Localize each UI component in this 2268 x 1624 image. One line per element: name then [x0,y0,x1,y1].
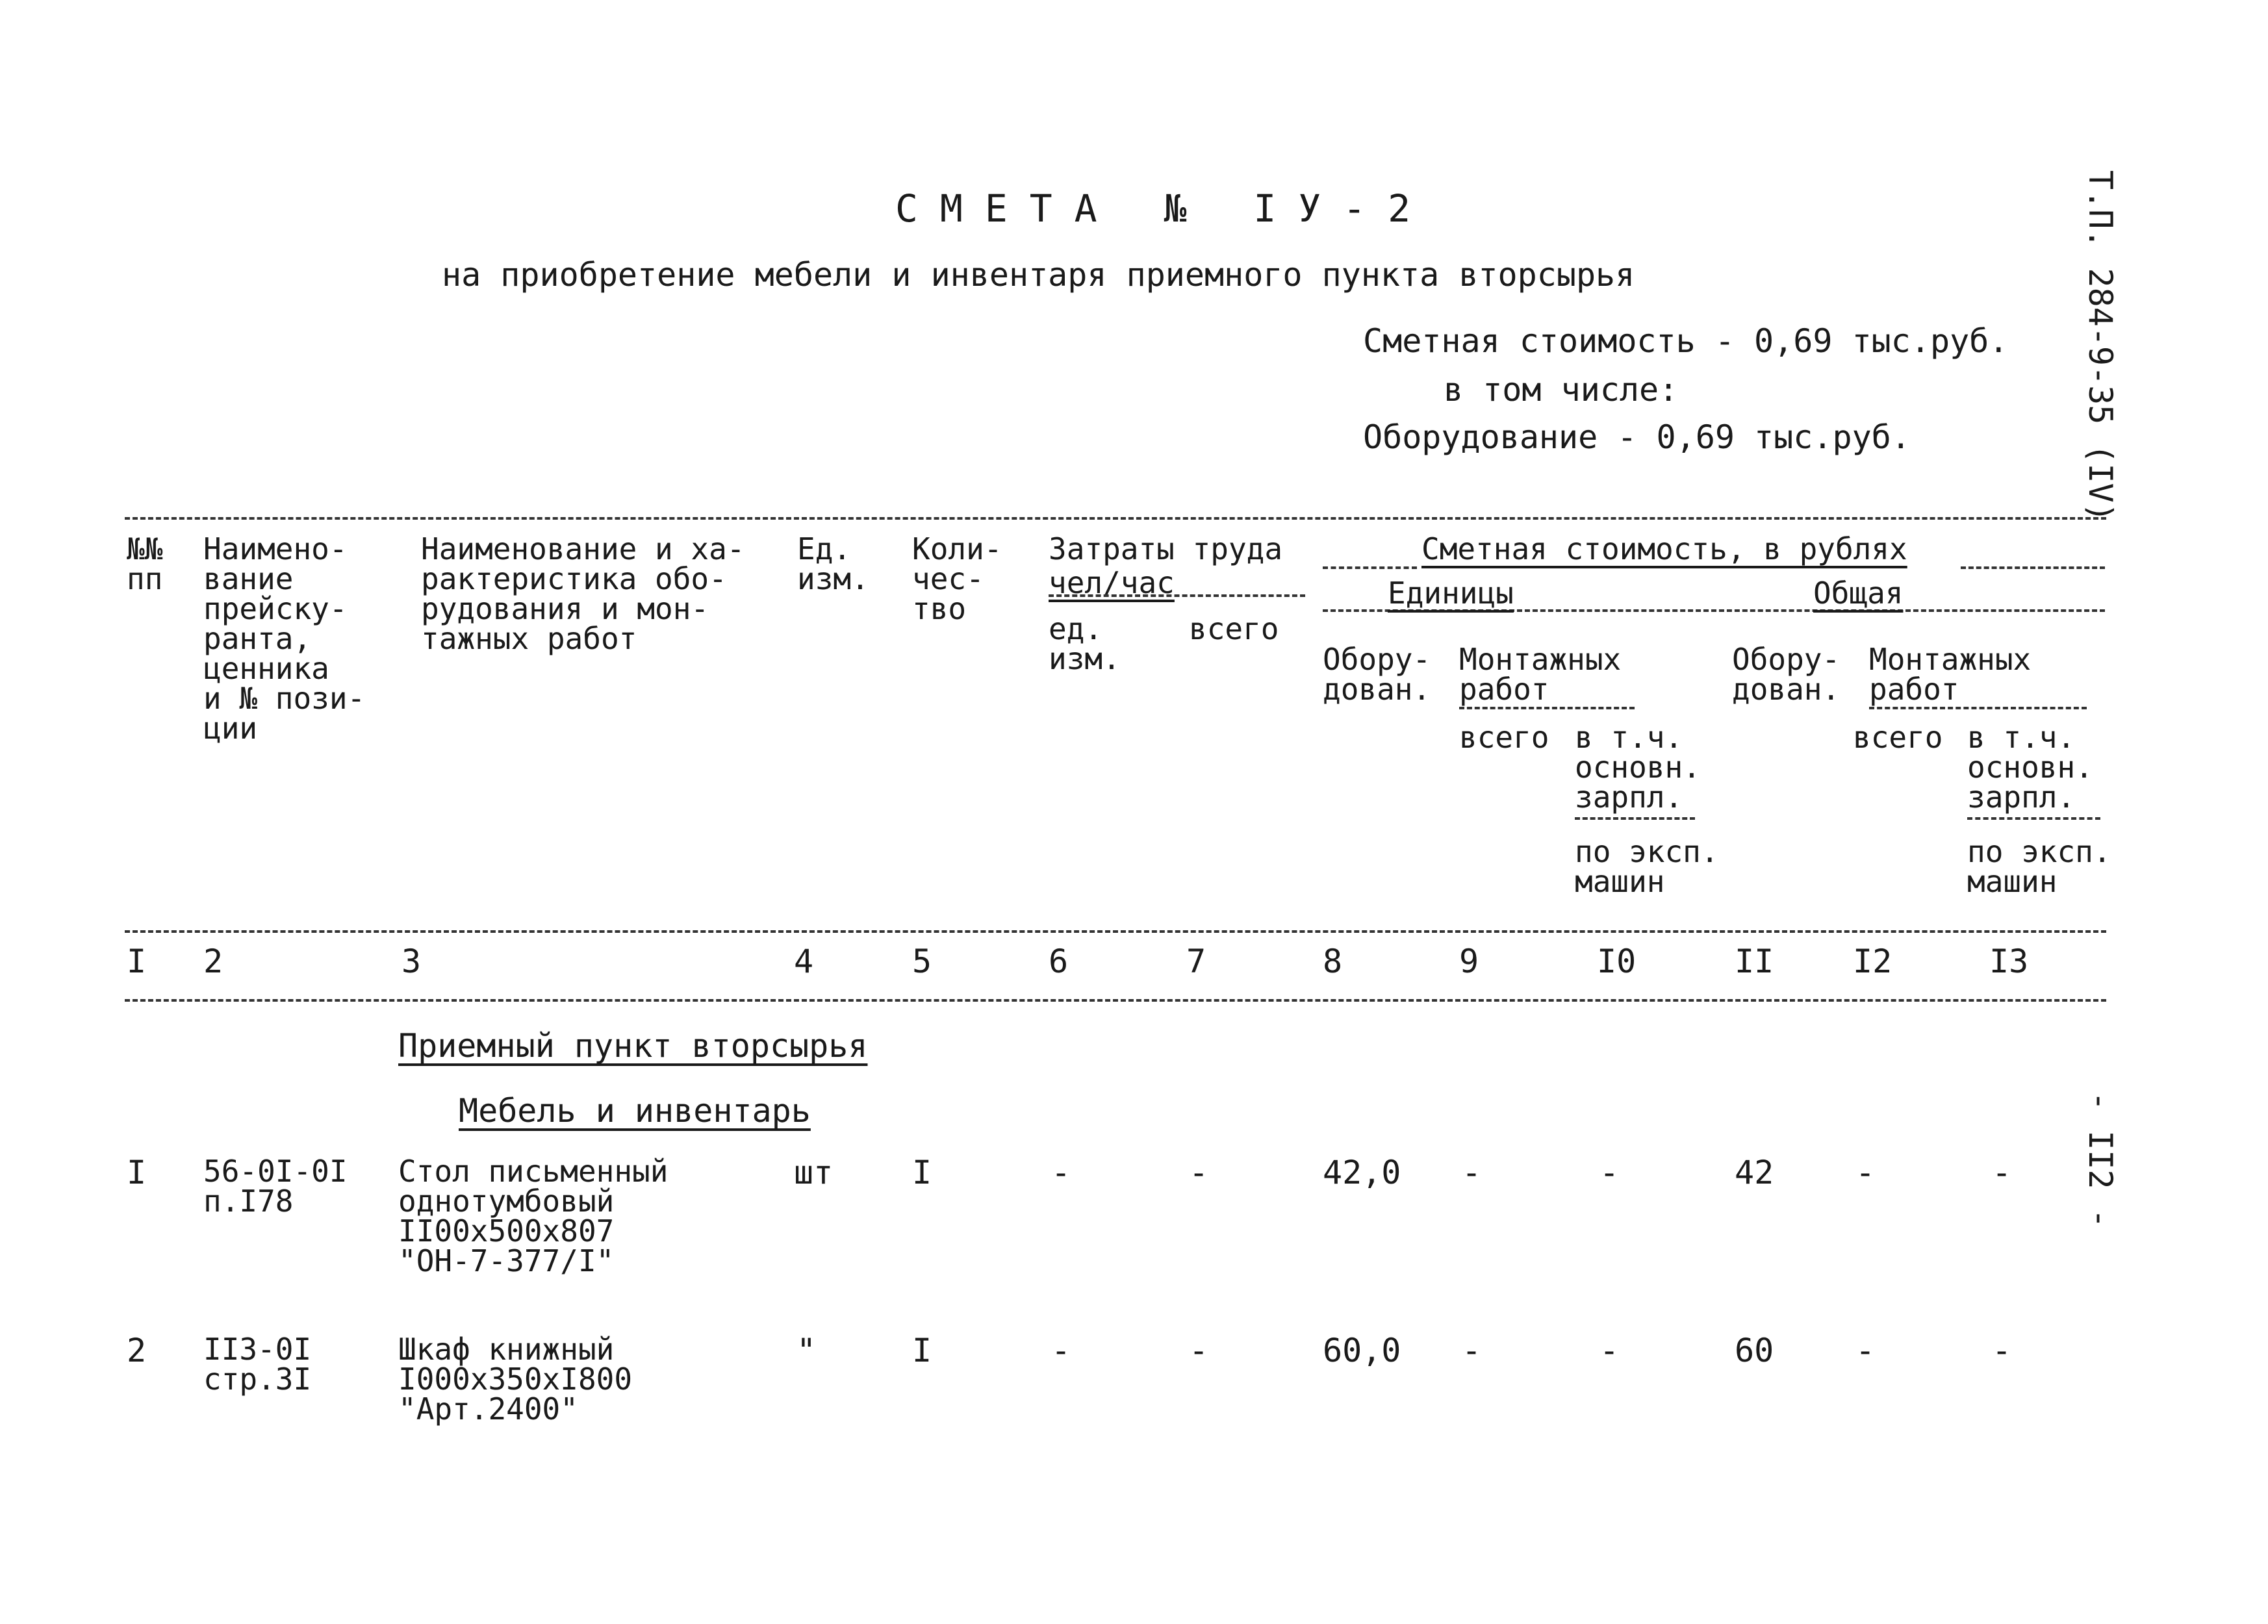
col-number-12: I2 [1853,943,1892,980]
page-number: - II2 - [2082,1091,2119,1228]
row-unit: шт [794,1154,834,1191]
col-number-11: II [1735,943,1774,980]
row-number: 2 [127,1332,147,1369]
col-header-number: №№ пп [127,531,163,596]
col-number-8: 8 [1323,943,1343,980]
col-header-name: Наименование и ха- рактеристика обо- рудования и мон- тажных работ [421,531,745,656]
row-mounting-unit: - [1462,1154,1482,1191]
col-number-5: 5 [912,943,932,980]
col-header-unit: Ед. изм. [797,531,869,596]
col-header-quantity: Коли- чес- тво [912,531,1002,626]
table-top-rule [125,517,2106,520]
row-mounting-unit-incl: - [1599,1154,1620,1191]
estimated-cost-total: Сметная стоимость - 0,69 тыс.руб. [1363,322,2009,360]
col-number-2: 2 [203,943,223,980]
col-number-10: I0 [1597,943,1637,980]
numbering-bottom-rule [125,999,2106,1002]
row-equipment-unit: 42,0 [1323,1154,1401,1191]
col-header-labor-per-unit: ед. изм. [1049,611,1121,676]
row-labor-total: - [1189,1154,1209,1191]
col-number-1: I [127,943,147,980]
row-mounting-unit: - [1462,1332,1482,1369]
col-number-4: 4 [794,943,814,980]
salary-unit-rule [1575,817,1695,820]
row-quantity: I [912,1154,932,1191]
col-header-all-unit: всего [1459,720,1549,755]
col-header-mounting-unit: Монтажных работ [1459,642,1622,707]
col-header-unit-cost: Единицы [1384,578,1518,608]
numbering-top-rule [125,930,2106,933]
row-quantity: I [912,1332,932,1369]
col-number-7: 7 [1186,943,1206,980]
row-mounting-total: - [1855,1332,1876,1369]
including-label: в том числе: [1444,371,1679,409]
col-header-total-cost: Общая [1809,578,1907,608]
row-price-ref: II3-0I стр.3I [203,1332,312,1397]
cost-rule-left [1323,566,1417,569]
row-labor-total: - [1189,1332,1209,1369]
col-header-labor-unit: чел/час [1049,565,1175,600]
col-header-machine-unit: по эксп. машин [1575,834,1719,899]
labor-rule [1049,594,1305,597]
cost-rule-right [1961,566,2105,569]
row-equipment-unit: 60,0 [1323,1332,1401,1369]
col-number-6: 6 [1049,943,1069,980]
col-header-incl-salary-total: в т.ч. основн. зарпл. [1967,720,2093,815]
col-header-labor-total: всего [1189,611,1279,646]
col-header-equipment-unit: Обору- дован. [1323,642,1431,707]
row-equipment-total: 42 [1735,1154,1774,1191]
document-title: СМЕТА № IУ-2 [895,186,1433,231]
col-number-13: I3 [1989,943,2029,980]
col-header-machine-total: по эксп. машин [1967,834,2111,899]
row-mounting-total: - [1855,1154,1876,1191]
subsection-heading: Мебель и инвентарь [459,1092,811,1130]
col-header-all-total: всего [1853,720,1943,755]
estimated-cost-equipment: Оборудование - 0,69 тыс.руб. [1363,418,1911,456]
row-item-name: Стол письменный однотумбовый II00х500х807 "ОН-7-377/I" [398,1154,669,1278]
col-header-labor: Затраты труда [1049,531,1283,566]
col-header-mounting-total: Монтажных работ [1869,642,2032,707]
row-labor-unit: - [1051,1332,1071,1369]
document-code: Т.П. 284-9-35 (IV) [2082,170,2119,522]
col-header-price-ref: Наимено- вание прейску- ранта, ценника и № пози- ции [203,531,366,746]
col-header-incl-salary-unit: в т.ч. основн. зарпл. [1575,720,1701,815]
row-equipment-total: 60 [1735,1332,1774,1369]
col-header-equipment-total: Обору- дован. [1732,642,1841,707]
mount-total-rule [1869,707,2087,709]
row-mounting-total-incl: - [1992,1332,2012,1369]
mount-unit-rule [1459,707,1635,709]
col-header-estimated-cost: Сметная стоимость, в рублях [1421,531,1907,566]
row-item-name: Шкаф книжный I000х350хI800 "Арт.2400" [398,1332,633,1427]
document-subtitle: на приобретение мебели и инвентаря приемного пункта вторсырья [442,256,1635,294]
row-labor-unit: - [1051,1154,1071,1191]
row-price-ref: 56-0I-0I п.I78 [203,1154,348,1219]
row-mounting-total-incl: - [1992,1154,2012,1191]
col-number-9: 9 [1459,943,1479,980]
col-number-3: 3 [401,943,422,980]
section-heading: Приемный пункт вторсырья [398,1027,868,1065]
row-mounting-unit-incl: - [1599,1332,1620,1369]
row-number: I [127,1154,147,1191]
salary-total-rule [1967,817,2100,820]
row-unit: " [796,1332,817,1369]
